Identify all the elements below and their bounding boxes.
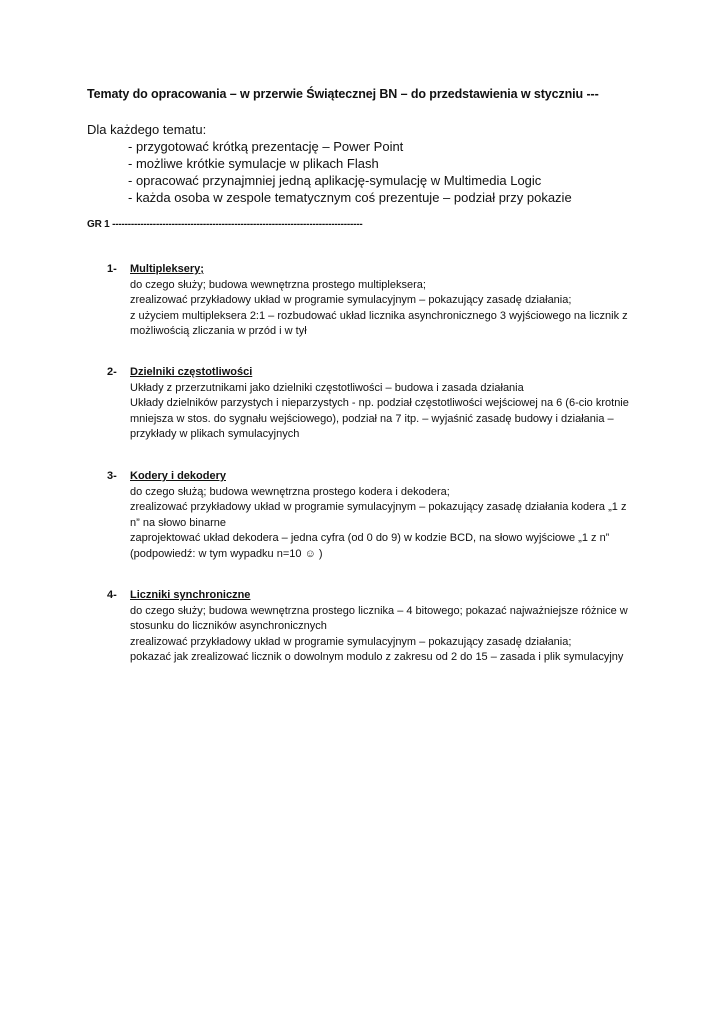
topic-line: zrealizować przykładowy układ w programie symulacyjnym – pokazujący zasadę działania kodera „1 z (130, 501, 627, 513)
topic-line: Układy z przerzutnikami jako dzielniki częstotliwości – budowa i zasada działania (130, 381, 524, 394)
topic-item (107, 588, 628, 666)
topic-heading: Dzielniki częstotliwości (130, 366, 253, 378)
topic-line: do czego służy; budowa wewnętrzna prostego licznika – 4 bitowego; pokazać najważniejsze różnice w (130, 604, 628, 617)
topic-line: zaprojektować układ dekodera – jedna cyfra (od 0 do 9) w kodzie BCD, na słowo wyjściowe „1 z n” (130, 532, 610, 544)
topic-line: stosunku do liczników asynchronicznych (130, 620, 327, 632)
topic-line: do czego służy; budowa wewnętrzna prostego multipleksera; (130, 278, 426, 291)
topic-number: 1- (107, 263, 117, 275)
topic-line: z użyciem multipleksera 2:1 – rozbudować układ licznika asynchronicznego 3 wyjściowego na licznik z (130, 309, 628, 322)
topic-item (107, 365, 629, 443)
group-label: GR 1 -------------------------------------------------------------------------------- (87, 219, 363, 230)
topic-number: 2- (107, 366, 117, 378)
topic-line: (podpowiedź: w tym wypadku n=10 ☺ ) (130, 547, 323, 560)
topic-line: Układy dzielników parzystych i nieparzystych - np. podział częstotliwości wejściowej na 6 (6-cio krotnie (130, 397, 629, 409)
topic-line: pokazać jak zrealizować licznik o dowolnym modulo z zakresu od 2 do 15 – zasada i plik symulacyjny (130, 651, 624, 663)
topic-line: możliwością zliczania w przód i w tył (130, 325, 307, 337)
intro-bullet: - możliwe krótkie symulacje w plikach Flash (128, 156, 379, 171)
intro-bullet: - opracować przynajmniej jedną aplikację-symulację w Multimedia Logic (128, 173, 542, 188)
topic-body (130, 262, 628, 340)
topic-body (130, 588, 628, 666)
topic-line: do czego służą; budowa wewnętrzna prostego kodera i dekodera; (130, 485, 450, 498)
topic-body (130, 469, 626, 562)
topic-item (107, 469, 626, 562)
intro-bullet-list (128, 138, 572, 206)
intro-bullet: - przygotować krótką prezentację – Power Point (128, 139, 404, 154)
intro-section (87, 121, 572, 206)
topic-item (107, 262, 628, 340)
topic-number: 3- (107, 470, 117, 482)
intro-lead: Dla każdego tematu: (87, 122, 207, 137)
topic-heading: Multipleksery; (130, 263, 204, 275)
topic-heading: Liczniki synchroniczne (130, 589, 251, 601)
document-title: Tematy do opracowania – w przerwie Świątecznej BN – do przedstawienia w styczniu --- (87, 87, 599, 101)
topic-line: zrealizować przykładowy układ w programie symulacyjnym – pokazujący zasadę działania; (130, 294, 572, 306)
topic-line: mniejsza w stos. do sygnału wejściowego), podział na 7 itp. – wyjaśnić zasadę budowy i działania – (130, 412, 614, 425)
topic-line: zrealizować przykładowy układ w programie symulacyjnym – pokazujący zasadę działania; (130, 635, 572, 648)
topic-line: przykłady w plikach symulacyjnych (130, 428, 300, 440)
intro-bullet: - każda osoba w zespole tematycznym coś prezentuje – podział przy pokazie (128, 190, 572, 205)
topic-heading: Kodery i dekodery (130, 470, 226, 482)
topic-number: 4- (107, 589, 117, 601)
topic-line: n” na słowo binarne (130, 516, 227, 529)
topic-body (130, 365, 629, 443)
